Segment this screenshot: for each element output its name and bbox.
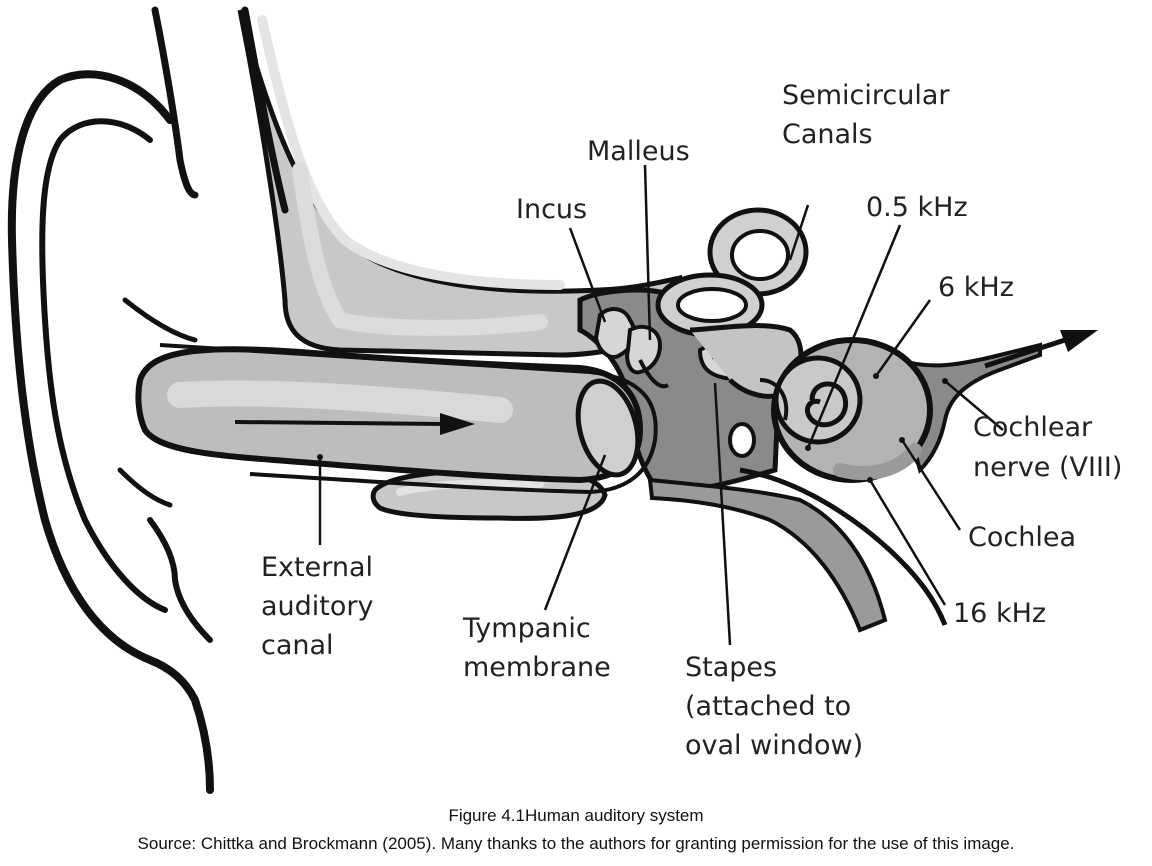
label-stapes-line1: Stapes — [685, 652, 778, 683]
label-semicircular-line2: Canals — [782, 119, 873, 150]
figure-caption-title: Figure 4.1Human auditory system — [448, 806, 704, 825]
label-tympanic-line1: Tympanic — [463, 613, 591, 644]
label-freq-6: 6 kHz — [938, 272, 1014, 303]
label-semicircular-line1: Semicircular — [782, 80, 950, 111]
nerve-arrow — [985, 330, 1098, 366]
label-stapes-line2: (attached to — [685, 691, 852, 722]
label-cochlea: Cochlea — [968, 522, 1076, 553]
label-stapes-line3: oval window) — [685, 730, 864, 761]
label-external-line2: auditory — [261, 591, 374, 622]
nerve-channel — [650, 470, 945, 630]
label-external-line3: canal — [261, 630, 334, 661]
label-cochlear-nerve-line1: Cochlear — [973, 412, 1093, 443]
label-malleus: Malleus — [587, 136, 690, 167]
label-external-line1: External — [261, 552, 374, 583]
label-cochlear-nerve-line2: nerve (VIII) — [973, 452, 1123, 483]
label-freq-0-5: 0.5 kHz — [866, 192, 968, 223]
label-freq-16: 16 kHz — [953, 598, 1047, 629]
label-tympanic-line2: membrane — [463, 652, 611, 683]
figure-caption-source: Source: Chittka and Brockmann (2005). Many thanks to the authors for granting permission for the use of this image. — [137, 834, 1015, 853]
label-incus: Incus — [516, 194, 588, 225]
